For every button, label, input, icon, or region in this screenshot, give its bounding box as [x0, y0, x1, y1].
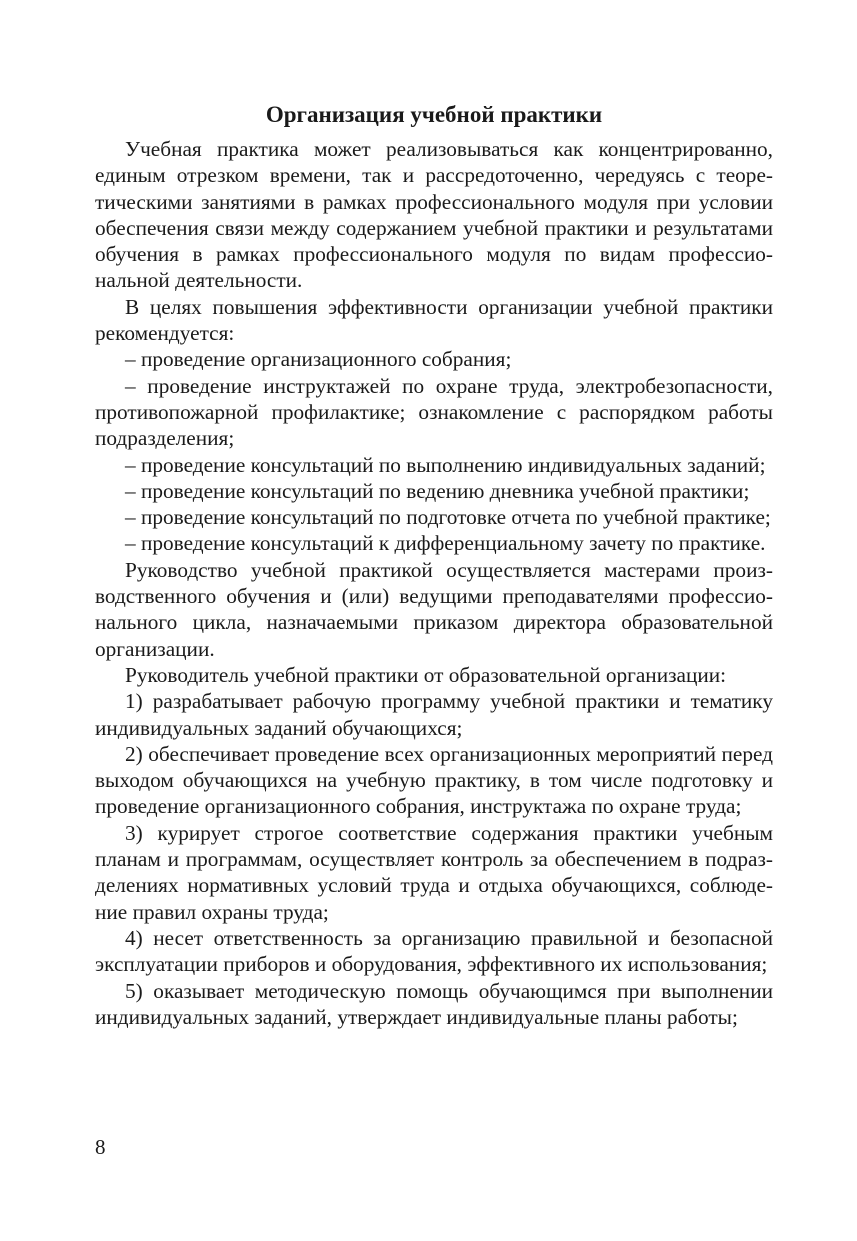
- list-item: – проведение консультаций по подготовке отчета по учебной практике;: [125, 505, 771, 530]
- list-item: – проведение организационного собрания;: [125, 347, 512, 372]
- list-item: – проведение консультаций к дифференциальному зачету по практике.: [125, 531, 766, 556]
- paragraph-intro: Учебная практика может реализовываться как концентрированно, единым отрезком времени, так и рассредоточенно, чередуясь с теоретическими занятиями в рамках профессионального модуля при условии обеспечения связи между содержанием учебной практики и результатами обучения в рамках профессионального модуля по видам профессиональной деятельности.: [95, 137, 773, 293]
- list-item: – проведение консультаций по выполнению индивидуальных заданий;: [125, 452, 766, 477]
- numbered-item: 5) оказывает методическую помощь обучающимся при выполнении индивидуальных заданий, утверждает индивидуальные планы работы;: [95, 978, 773, 1029]
- page-title: Организация учебной практики: [265, 102, 603, 127]
- numbered-item: 3) курирует строгое соответствие содержания практики учебным планам и программам, осуществляет контроль за обеспечением в подразделениях нормативных условий труда и отдыха обучающихся, соблюдение правил охраны труда;: [95, 820, 773, 924]
- page-number: 8: [95, 1135, 106, 1159]
- numbered-item: 1) разрабатывает рабочую программу учебной практики и тематику индивидуальных заданий обучающихся;: [95, 689, 773, 740]
- paragraph-leadership: Руководство учебной практикой осуществляется мастерами производственного обучения и (или) ведущими преподавателями профессионального цикла, назначаемыми приказом директора образовательной организации.: [95, 557, 773, 661]
- page-content: [95, 100, 773, 1030]
- paragraph-recommendations: В целях повышения эффективности организации учебной практики рекомендуется:: [95, 294, 773, 346]
- numbered-item: 4) несет ответственность за организацию правильной и безопасной эксплуатации приборов и оборудования, эффективного их использования;: [95, 925, 773, 977]
- numbered-item: 2) обеспечивает проведение всех организационных мероприятий перед выходом обучающихся на учебную практику, в том числе подготовку и проведение организационного собрания, инструктажа по охране труда;: [95, 741, 773, 819]
- list-item: – проведение инструктажей по охране труда, электробезопасности, противопожарной профилактике; ознакомление с распорядком работы подразделения;: [95, 373, 773, 451]
- list-item: – проведение консультаций по ведению дневника учебной практики;: [125, 478, 750, 503]
- paragraph-supervisor: Руководитель учебной практики от образовательной организации:: [125, 662, 727, 687]
